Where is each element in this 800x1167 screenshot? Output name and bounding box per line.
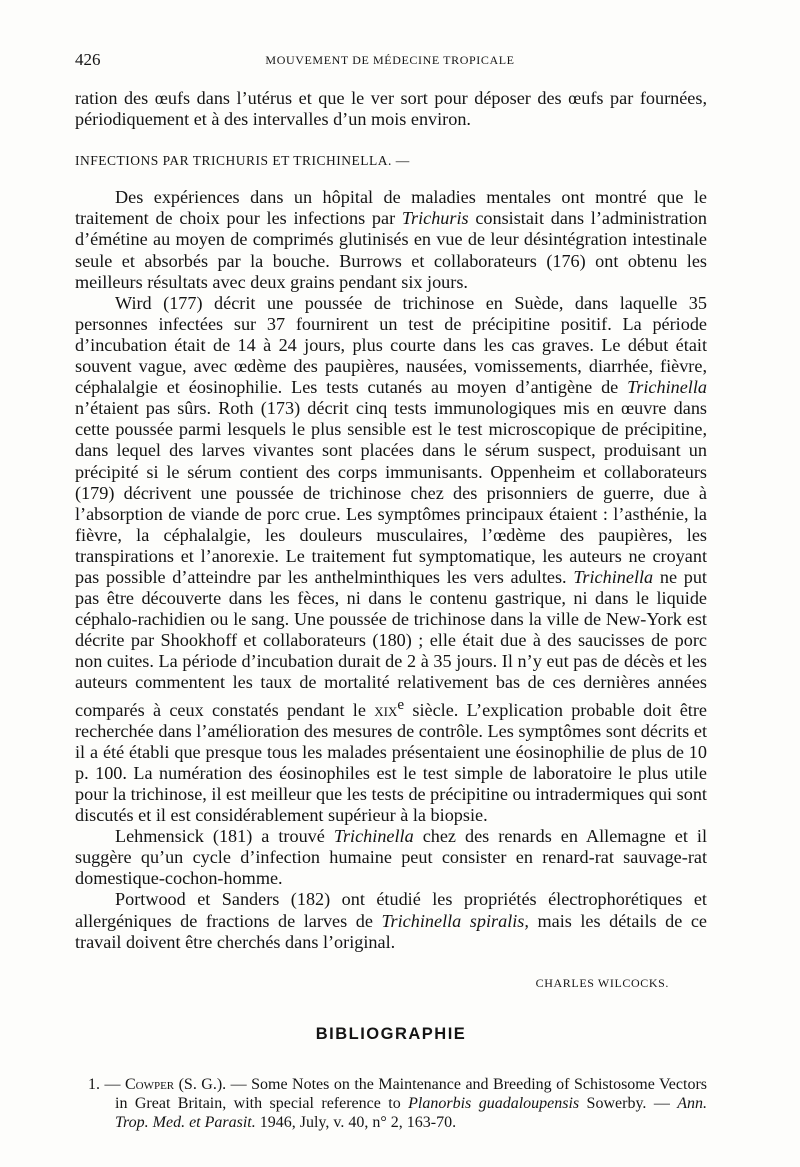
italic-term: Trichinella (333, 826, 414, 847)
italic-term: Trichinella (627, 377, 707, 398)
paragraph-portwood (75, 889, 707, 952)
page-body (75, 88, 707, 1132)
running-title: MOUVEMENT DE MÉDECINE TROPICALE (265, 53, 515, 67)
paragraph-lehmensick (75, 826, 707, 889)
ref-journal: Ann. Trop. Med. et Parasit. (115, 1094, 708, 1131)
text-span: Lehmensick (181) a trouvé (115, 826, 334, 847)
italic-term: Trichinella spiralis, (381, 910, 529, 931)
century-numeral: xix (374, 699, 398, 720)
text-span: n’étaient pas sûrs. Roth (173) décrit cinq tests immunologiques mis en œuvre dans cette poussée parmi lesquels le plus sensible est le test microscopique de précipitine, dans lequel des larves vivantes sont placées dans le sérum suspect, produisant un précipité si le sérum contient des corps immunisants. Oppenheim et collaborateurs (179) décrivent une poussée de trichinose chez des prisonniers de guerre, due à l’absorption de viande de porc crue. Les symptômes principaux étaient : l’asthénie, la fièvre, la céphalalgie, les douleurs musculaires, l’œdème des paupières, les transpirations et l’anorexie. Le traitement fut symptomatique, les auteurs ne croyant pas possible d’atteindre par les anthelminthiques les vers adultes. (75, 398, 707, 587)
ref-species: Planorbis guadaloupensis (408, 1094, 580, 1112)
text-span: consistait dans l’administration d’émétine au moyen de comprimés glutinisés en vue de leur désintégration intestinale seule et absorbés par la bouche. Burrows et collaborateurs (176) ont obtenu les meilleurs résultats avec deux grains pendant six jours. (75, 208, 707, 292)
ref-number: 1. — (88, 1075, 125, 1093)
ref-author: Cowper (S. G.). (124, 1075, 227, 1093)
ref-text: — Some Notes on the Maintenance and Breeding of Schistosome Vectors in Great Britain, with special reference to (115, 1075, 708, 1112)
bibliography-entry (75, 1075, 707, 1132)
ref-text: 1946, July, v. 40, n° 2, 163-70. (255, 1113, 457, 1131)
text-span: Portwood et Sanders (182) ont étudié les propriétés électrophorétiques et allergéniques de fractions de larves de (75, 889, 707, 931)
author-signature: CHARLES WILCOCKS. (535, 975, 669, 990)
intro-paragraph: ration des œufs dans l’utérus et que le ver sort pour déposer des œufs par fournées, périodiquement et à des intervalles d’un mois environ. (75, 88, 707, 130)
text-span: mais les détails de ce travail doivent être cherchés dans l’original. (75, 910, 707, 952)
text-span: ne put pas être découverte dans les fèces, ni dans le contenu gastrique, ni dans le liquide céphalo-rachidien ou le sang. Une poussée de trichinose dans la ville de New-York est décrite par Shookhoff et collaborateurs (180) ; elle était due à des saucisses de porc non cuites. La période d’incubation durait de 2 à 35 jours. Il n’y eut pas de décès et les auteurs commentent les taux de mortalité relativement bas de ces dernières années comparés à ceux constatés pendant le (75, 566, 707, 720)
text-span: Des expériences dans un hôpital de maladies mentales ont montré que le traitement de choix pour les infections par (75, 187, 707, 229)
text-span: Wird (177) décrit une poussée de trichinose en Suède, dans laquelle 35 personnes infectées sur 37 fournirent un test de précipitine positif. La période d’incubation était de 14 à 24 jours, plus courte dans les cas graves. Le début était souvent vague, avec œdème des paupières, nausées, vomissements, diarrhée, fièvre, céphalalgie et éosinophilie. Les tests cutanés au moyen d’antigène de (75, 292, 707, 398)
bibliography-title: BIBLIOGRAPHIE (315, 1024, 467, 1043)
page-number: 426 (75, 50, 101, 69)
superscript: e (397, 695, 405, 713)
page-header (75, 50, 705, 72)
paragraph-trichuris (75, 187, 707, 292)
ref-text: Sowerby. — (579, 1094, 678, 1112)
italic-term: Trichinella (573, 566, 654, 587)
paragraph-trichinose-sweden (75, 293, 707, 826)
text-span: siècle. L’explication probable doit être recherchée dans l’amélioration des mesures de contrôle. Les symptômes sont décrits et il a été établi que presque tous les malades présentaient une éosinophilie de plus de 10 p. 100. La numération des éosinophiles est le test simple de laboratoire le plus utile pour la trichinose, il est meilleur que les tests de précipitine ou intradermiques qui sont discutés et il est considérablement supérieur à la biopsie. (75, 699, 707, 826)
italic-term: Trichuris (401, 208, 469, 229)
text-span: chez des renards en Allemagne et il suggère qu’un cycle d’infection humaine peut consister en renard-rat sauvage-rat domestique-cochon-homme. (75, 826, 708, 889)
section-heading: INFECTIONS PAR TRICHURIS ET TRICHINELLA. — (75, 153, 410, 169)
